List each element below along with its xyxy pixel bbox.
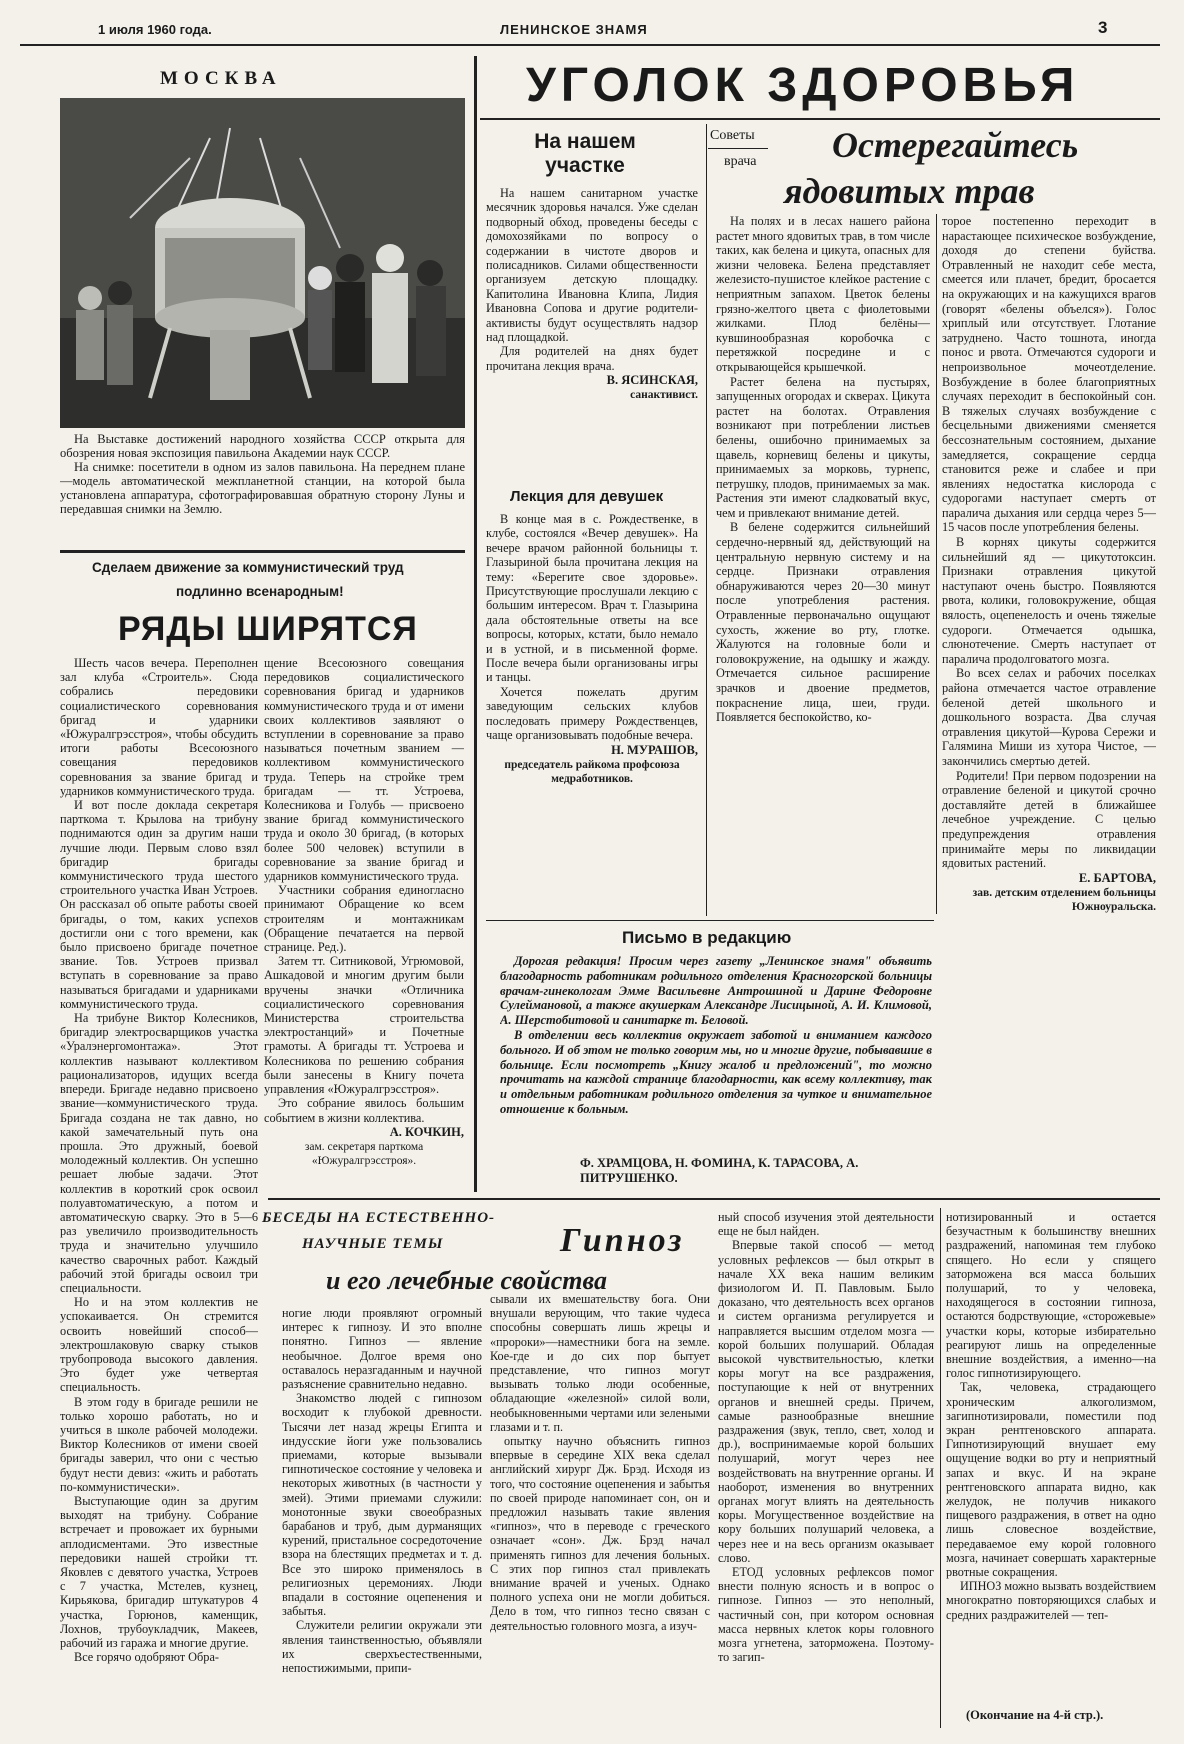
- poison-author-role: зав. детским отделением больницы Южноуральска.: [972, 886, 1156, 913]
- section-rule: [268, 1198, 1160, 1200]
- ranks-paragraph: На трибуне Виктор Колесников, бригадир электросварщиков участка «Уралэнергомонтажа». Этот коллектив называют коллективом рационализаторов, идущих всегда впереди. Бригаде недавно присвоено звание—коммунистического труда. Бригада создана не так давно, но какой замечательный путь она прошла. Это дружный, боевой молодежный коллектив. Он успешно решает любые задачи. Этот коллектив в короткий срок освоил полуавтоматическую, а потом и автоматическую сварку. Это в 5—6 раз увеличило производительность труда и значительно улучшило качество сварочных работ. Каждый рабочий этой бригады освоил три специальности.: [60, 1011, 258, 1295]
- hypnosis-column-3: [718, 1210, 934, 1734]
- hypnosis-paragraph: Служители религии окружали эти явления таинственностью, объявляли их сверхъестественными, непостижимыми, припи-: [282, 1618, 482, 1676]
- poison-paragraph: торое постепенно переходит в нарастающее психическое возбуждение, доходя до степени буйства. Отравленный не находит себе места, смеется или плачет, бредит, бросается на окружающих и на кажущихся врагов (говорят «белены объелся»). Голос хриплый или отсутствует. Глотание затруднено. Часто тошнота, иногда понос и рвота. Отмечаются судороги и непроизвольное мочеотделение. Возбуждение в более благоприятных случаях переходит в беспокойный сон. В тяжелых случаях возбуждение с бесцельными движениями сменяется бессознательным состоянием, дыхание замедляется, сокращение сердца становится реже и слабее и при явлениях недостатка кислорода с судорогами наступает смерть от паралича дыхания или сердца через 5—15 часов после употребления белены.: [942, 214, 1156, 535]
- letter-title: Письмо в редакцию: [622, 928, 792, 947]
- ranks-paragraph: Все горячо одобряют Обра-: [74, 1650, 220, 1665]
- page-number: 3: [1098, 18, 1108, 37]
- advice-label-1: Советы: [710, 128, 755, 143]
- health-banner: УГОЛОК ЗДОРОВЬЯ: [526, 59, 1080, 112]
- ranks-paragraph: Затем тт. Ситниковой, Угрюмовой, Ашкадовой и многим другим были вручены значки «Отличника социалистического соревнования Министерства строительства электростанций» и Почетные грамоты. А бригады тт. Устроева и Колесникова по решению собрания были занесены в Книгу почета управления «Южуралгрэсстроя».: [264, 954, 464, 1097]
- hypnosis-column-4: [946, 1210, 1156, 1690]
- column-rule: [940, 1208, 941, 1728]
- poison-paragraph: В белене содержится сильнейший сердечно-нервный яд, действующий на центральную нервную систему и на сердце. Признаки отравления обнаруживаются через 20—30 минут после употребления растения. Отравленные первоначально ощущают сухость, жжение во рту, глотке. Жалуются на головные боли и головокружение, на одышку и жажду. Отмечается сильное расширение зрачков и двоение предметов, покраснение лица, шеи, груди. Появляется беспокойство, ко-: [716, 520, 930, 725]
- lecture-paragraph: В конце мая в с. Рождественке, в клубе, состоялся «Вечер девушек». На вечере врачом районной больницы т. Глазыриной была прочитана лекция на тему: «Берегите свое здоровье». Присутствующие прослушали лекцию с большим интересом. Врач т. Глазырина дала обстоятельные ответы на все вопросы, которых, кстати, было немало и в устной, и в письменной форме. После вечера были организованы игры и танцы.: [486, 512, 698, 685]
- continued-note: (Окончание на 4-й стр.).: [966, 1708, 1104, 1722]
- poison-title-2: ядовитых трав: [784, 171, 1035, 211]
- hypnosis-column-1: [282, 1306, 482, 1734]
- moscow-heading: МОСКВА: [160, 68, 282, 89]
- photo-caption-2: На снимке: посетители в одном из залов павильона. На переднем плане—модель автоматической межпланетной станции, на которой была установлена аппаратура, сфотографировавшая обратную сторону Луны и передавшая снимки на Землю.: [60, 460, 465, 516]
- plot-article: [486, 186, 698, 403]
- hypnosis-paragraph: опытку научно объяснить гипноз впервые в середине XIX века сделал английский хирург Дж. Брэд. Исходя из того, что состояние оцепенения и забытья по своей природе напоминает сон, он и предложил называть такие явления «гипноз», что в переводе с греческого означает «сон». Дж. Брэд начал применять гипноз для лечения больных. С этих пор гипноз стал привлекать внимание врачей и ученых. Однако полного успеха они не могли добиться. Дело в том, что гипноз тесно связан с деятельностью головного мозга, а изуч-: [490, 1434, 710, 1633]
- letter-rule: [486, 920, 934, 921]
- page-header: [0, 16, 1184, 46]
- poison-column-1: [716, 214, 930, 924]
- plot-author-role: санактивист.: [630, 389, 698, 402]
- ranks-paragraph: В этом году в бригаде решили не только хорошо работать, но и учиться в школе рабочей молодежи. Виктор Колесников от имени своей бригады заверил, что они с честью будут нести девиз: «жить и работать по-коммунистически».: [60, 1394, 258, 1494]
- poison-title-1: Остерегайтесь: [832, 125, 1079, 165]
- lecture-author-role: председатель райкома профсоюза медработников.: [504, 758, 680, 785]
- banner-rule: [480, 118, 1160, 120]
- advice-rule: [708, 148, 768, 149]
- photo-caption-1: На Выставке достижений народного хозяйства СССР открыта для обозрения новая экспозиция павильона Академии наук СССР.: [60, 432, 465, 460]
- plot-paragraph: Для родителей на днях будет прочитана лекция врача.: [486, 344, 698, 373]
- poison-author: Е. БАРТОВА,: [1078, 870, 1156, 885]
- hypnosis-column-2: [490, 1292, 710, 1734]
- column-rule: [474, 56, 477, 1192]
- ranks-title: РЯДЫ ШИРЯТСЯ: [118, 610, 418, 648]
- hypnosis-paragraph: ЕТОД условных рефлексов помог внести полную ясность и в вопрос о гипнозе. Гипноз — это неполный, частичный сон, при котором основная масса нервных клеток коры головного мозга угнетена, заторможена. Поэтому-то загип-: [718, 1565, 934, 1665]
- hypnosis-paragraph: ногие люди проявляют огромный интерес к гипнозу. И это вполне понятно. Гипноз — явление необычное. Долгое время оно оставалось неразгаданным и научной разъяснение сравнительно недавно.: [282, 1306, 482, 1392]
- ranks-paragraph: И вот после доклада секретаря парткома т. Крылова на трибуну поднимаются один за другим наши лучшие люди. Первым слово взял бригадир бригады коммунистического труда шестого строительного участка Иван Устроев. Он рассказал об опыте работы своей бригады, о том, каких успехов достигли они с того времени, как было присвоено бригаде почетное звание. Тов. Устроев призвал вступать в соревнование за право называться бригадами и ударниками коммунистического труда.: [60, 798, 258, 1011]
- poison-paragraph: На полях и в лесах нашего района растет много ядовитых трав, в том числе таких, как белена и цикута, опасных для жизни человека. Белена представляет железисто-пушистое клейкое растение с неприятным запахом. Цветок белены грязно-желтого цвета с фиолетовыми жилками. Плод белёны—кувшинообразная коробочка с перетяжкой посредине и с открывающейся крышечкой.: [716, 214, 930, 374]
- newspaper-name: ЛЕНИНСКОЕ ЗНАМЯ: [500, 22, 648, 37]
- poison-paragraph: Родители! При первом подозрении на отравление беленой и цикутой срочно доставляйте детей в ближайшее лечебное учреждение. С целью предупреждения отравления принимайте меры по ликвидации ядовитых растений.: [942, 768, 1156, 871]
- plot-author: В. ЯСИНСКАЯ,: [606, 373, 698, 388]
- ranks-paragraph: Но и на этом коллектив не успокаивается. Он стремится освоить новейший способ—электрошлаковую сварку стыков трубопровода высокого давления. Это будет уже четвертая специальность.: [60, 1295, 258, 1395]
- lecture-article: [486, 512, 698, 786]
- section-rule: [60, 550, 465, 553]
- lecture-title: Лекция для девушек: [510, 488, 664, 505]
- hypnosis-paragraph: Знакомство людей с гипнозом восходит к глубокой древности. Тысячи лет назад жрецы Египта и индусские йоги уже пользовались приемами, которые вызывали гипнотическое состояние у человека и некоторых животных (в частности у змей). Этими приемами служили: монотонные звуки своеобразных барабанов и труб, дым дурманящих курений, пристальное сосредоточение взора на блестящих предметах и т. д. Все это широко применялось в религиозных церемониях. Люди впадали в состояние оцепенения и забытья.: [282, 1391, 482, 1619]
- issue-date: 1 июля 1960 года.: [98, 22, 212, 37]
- ranks-column-1: [60, 656, 258, 1732]
- ranks-paragraph: щение Всесоюзного совещания передовиков социалистического соревнования бригад и ударников коммунистического труда и от имени своих коллективов заявляют о вступлении в соревнование за право называться почетным званием — коллективом коммунистического труда. Теперь на стройке трем бригадам — тт. Устроева, Колесникова и Голубь — присвоено звание бригад коммунистического труда и около 30 бригад, (в которых более 500 человек) вступили в соревнование за звание бригад и ударников коммунистического труда.: [264, 656, 464, 884]
- letter-body: [500, 954, 932, 1117]
- ranks-slogan-1: Сделаем движение за коммунистический труд: [92, 560, 404, 575]
- hypnosis-paragraph: ИПНОЗ можно вызвать воздействием многократно повторяющихся слабых и средних раздражителей — теп-: [946, 1579, 1156, 1622]
- hypnosis-paragraph: нотизированный и остается безучастным к большинству внешних раздражений, напоминая тем глубоко спящего. Но если у спящего заторможена вся масса больших полушарий, то у человека, находящегося в состоянии гипноза, остаются бодрствующие, «сторожевые» участки коры, которые избирательно реагируют лишь на определенные внешние воздействия, а именно—на голос гипнотизирующего.: [946, 1210, 1156, 1381]
- poison-paragraph: В корнях цикуты содержится сильнейший яд — цикутотоксин. Признаки отравления цикутой наступают очень быстро. Появляются рвота, колики, головокружение, общая вялость, оцепенелость и очень тяжелые судороги. Отмечается одышка, слюнотечение. Смерть наступает от паралича продолговатого мозга.: [942, 535, 1156, 666]
- letter-paragraph: В отделении весь коллектив окружает заботой и вниманием каждого больного. И об этом не только говорим мы, но и многие другие, побывавшие в больнице. Если посмотреть „Книгу жалоб и предложений", то можно прочитать на каждой странице благодарности, как всему коллективу, так и отдельным работникам родильного отделения за чуткое и внимательное отношение к больным.: [500, 1027, 932, 1116]
- exhibition-photo: [60, 98, 465, 428]
- hypnosis-paragraph: ный способ изучения этой деятельности еще не был найден.: [718, 1210, 934, 1239]
- column-rule: [936, 214, 937, 914]
- ranks-paragraph: Это собрание явилось большим событием в жизни коллектива.: [264, 1096, 464, 1125]
- photo-caption: [60, 432, 465, 516]
- poison-column-2: [942, 214, 1156, 1184]
- ranks-author-role: зам. секретаря парткома «Южуралгрэсстроя».: [304, 1140, 424, 1167]
- hypnosis-rubric-2: НАУЧНЫЕ ТЕМЫ: [302, 1236, 444, 1252]
- hypnosis-title: Гипноз: [560, 1222, 685, 1259]
- lecture-author: Н. МУРАШОВ,: [611, 742, 698, 757]
- advice-label-2: врача: [724, 154, 757, 169]
- header-rule: [20, 44, 1160, 46]
- hypnosis-paragraph: Так, человека, страдающего хроническим алкоголизмом, загипнотизировали, поместили под экран рентгеновского аппарата. Гипнотизирующий внушает ему ощущение водки во рту и неприятный запах и вкус. И на экране рентгеновского аппарата видно, как желудок, не получив никакого пищевого раздражения, в ответ на одно лишь словесное воздействие, передаваемое ему корой головного мозга, начинает совершать характерные рвотные сокращения.: [946, 1380, 1156, 1580]
- lecture-paragraph: Хочется пожелать другим заведующим сельских клубов последовать примеру Рождественцев, чаще организовывать подобные вечера.: [486, 684, 698, 743]
- poison-paragraph: Растет белена на пустырях, запущенных огородах и скверах. Цикута растет на болотах. Отравления возникают при потреблении листьев белены, ошибочно принимаемых за щавель, корневищ белены и цикуты, принимаемых за морковь, турнепс, петрушку, плодов, принимаемых за мак. Растения эти имеют сладковатый вкус, чем и привлекают внимание детей.: [716, 374, 930, 520]
- hypnosis-subtitle: и его лечебные свойства: [326, 1266, 607, 1295]
- letter-signatures: Ф. ХРАМЦОВА, Н. ФОМИНА, К. ТАРАСОВА, А. ПИТРУШЕНКО.: [580, 1156, 859, 1185]
- ranks-paragraph: Шесть часов вечера. Переполнен зал клуба «Строитель». Сюда собрались передовики социалистического соревнования бригад и ударники «Южуралгрэсстроя», чтобы обсудить итоги работы Всесоюзного совещания передовиков соревнования за звание бригад и ударников коммунистического труда.: [60, 656, 258, 798]
- poison-paragraph: Во всех селах и рабочих поселках района отмечается частое отравление беленой детей школьного и дошкольного возраста. Два случая отравления цикутой—Курова Сережи и Галямина Миши из хутора Чистое, — закончились смертью детей.: [942, 666, 1156, 768]
- hypnosis-paragraph: Впервые такой способ — метод условных рефлексов — был открыт в начале XX века нашим великим физиологом И. П. Павловым. Было доказано, что деятельность всех органов и систем организма регулируется и направляется высшим отделом мозга — корой больших полушарий. Обладая высокой чувствительностью, клетки коры могут на все раздражения, поступающие к ней от внутренних органов и внешней среды. Причем, самые разнообразные внешние раздражения (звук, тепло, свет, холод и др.), воспринимаемые корой больших полушарий, могут через нее воздействовать на внутренние органы. И наоборот, изменения во внутренних органах могут влиять на деятельность коры. Могущественное воздействие на кору больших полушарий человека, а через нее и на весь организм оказывает слово.: [718, 1238, 934, 1565]
- hypnosis-paragraph: сывали их вмешательству бога. Они внушали верующим, что такие чудеса способны совершать лишь жрецы и «пророки»—наместники бога на земле. Кое-где и до сих пор бытует представление, что гипноз могут вызывать только люди особенные, обладающие «железной» силой воли, необыкновенными чертами или зелеными глазами и т. п.: [490, 1292, 710, 1434]
- letter-paragraph: Дорогая редакция! Просим через газету „Ленинское знамя" объявить благодарность работникам родильного отделения Красногорской больницы врачам-гинекологам Эмме Васильевне Антрошиной и Дарине Федоровне Сулеймановой, а также акушеркам Александре Лисицыной, А. И. Климовой, А. Шерстобитовой и санитарке т. Беловой.: [500, 954, 932, 1028]
- column-rule: [706, 124, 707, 916]
- ranks-column-2: [264, 656, 464, 1196]
- plot-paragraph: На нашем санитарном участке месячник здоровья начался. Уже сделан подворный обход, проведены беседы с домохозяйками по вопросу о содержании в чистоте дворов и полисадников. Силами общественности организуем детскую площадку. Капитолина Ивановна Клипа, Лидия Ивановна Сопова и другие родители-активисты будут осуществлять надзор над площадкой.: [486, 186, 698, 345]
- plot-title: На нашем участке: [534, 130, 636, 177]
- ranks-author: А. КОЧКИН,: [389, 1124, 464, 1139]
- ranks-slogan-2: подлинно всенародным!: [176, 584, 344, 599]
- ranks-paragraph: Участники собрания единогласно принимают Обращение ко всем строителям и монтажникам (Обращение печатается на первой странице. Ред.).: [264, 883, 464, 955]
- hypnosis-rubric-1: БЕСЕДЫ НА ЕСТЕСТВЕННО-: [262, 1210, 496, 1226]
- ranks-paragraph: Выступающие один за другим выходят на трибуну. Собрание встречает и провожает их бурными аплодисментами. Это известные передовики нашей стройки тт. Яковлев с девятого участка, Устроев с 7 участка, Мстелев, кузнец, Кирьякова, бригадир штукатуров 4 участка, Горюнов, каменщик, Лохнов, трубоукладчик, Макеев, рабочий из гаража и многие другие.: [60, 1493, 258, 1651]
